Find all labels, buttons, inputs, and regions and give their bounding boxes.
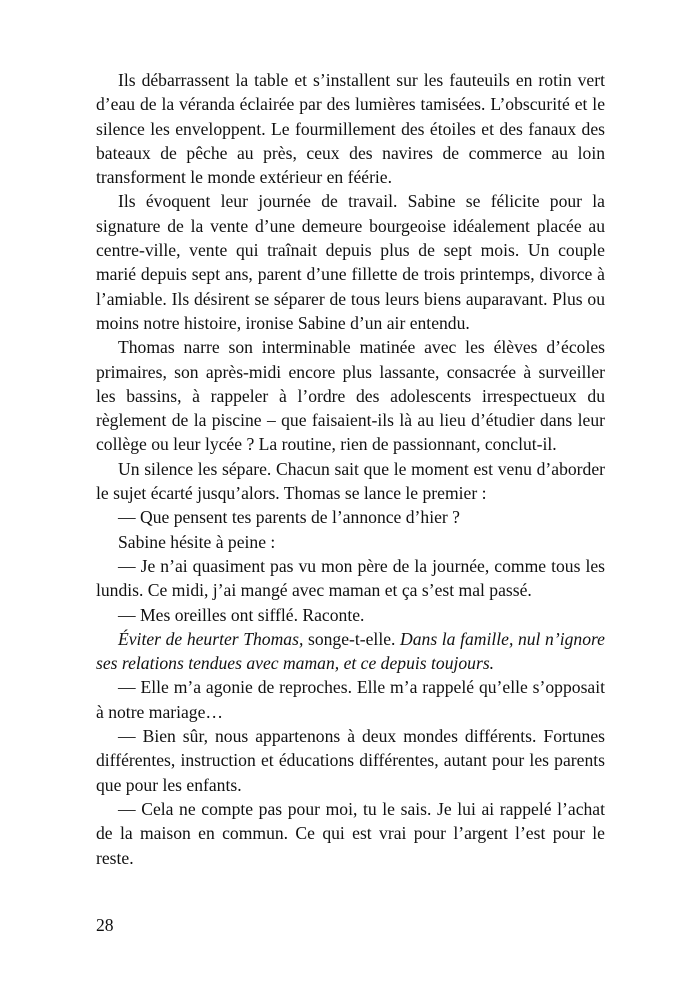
italic-thought-part-1: Éviter de heurter Thomas,	[118, 628, 304, 649]
dialogue-line: — Elle m’a agonie de reproches. Elle m’a rappelé qu’elle s’opposait à notre mariage…	[96, 677, 605, 722]
paragraph: Thomas narre son interminable matinée avec les élèves d’écoles primaires, son après-midi encore plus lassante, consacrée à surveiller les bassins, à rappeler à l’ordre des adolescents irrespectueux du règlement de la piscine – que faisaient-ils là au lieu d’étudier dans leur collège ou leur lycée ? La routine, rien de passionnant, conclut-il.	[96, 337, 605, 455]
dialogue-line: — Mes oreilles ont sifflé. Raconte.	[118, 604, 365, 625]
dialogue-line: — Cela ne compte pas pour moi, tu le sais. Je lui ai rappelé l’achat de la maison en commun. Ce qui est vrai pour l’argent l’est pour le reste.	[96, 798, 605, 868]
page-number: 28	[96, 915, 114, 935]
paragraph: Ils évoquent leur journée de travail. Sabine se félicite pour la signature de la vente d’une demeure bourgeoise idéalement placée au centre-ville, vente qui traînait depuis plus de sept mois. Un couple marié depuis sept ans, parent d’une fillette de trois printemps, divorce à l’amiable. Ils désirent se séparer de tous leurs biens auparavant. Plus ou moins notre histoire, ironise Sabine d’un air entendu.	[96, 191, 605, 333]
italic-thought-part-2: Dans la famille, nul n’ignore ses relations tendues avec maman, et ce depuis toujours.	[96, 628, 605, 674]
dialogue-line: — Je n’ai quasiment pas vu mon père de la journée, comme tous les lundis. Ce midi, j’ai mangé avec maman et ça s’est mal passé.	[96, 555, 605, 601]
page-body	[96, 68, 605, 870]
dialogue-line: — Bien sûr, nous appartenons à deux mondes différents. Fortunes différentes, instruction et éducations différentes, autant pour les parents que pour les enfants.	[96, 726, 605, 795]
italic-thought-paragraph	[96, 627, 605, 676]
dialogue-line: — Que pensent tes parents de l’annonce d’hier ?	[118, 507, 460, 528]
paragraph: Ils débarrassent la table et s’installent sur les fauteuils en rotin vert d’eau de la véranda éclairée par des lumières tamisées. L’obscurité et le silence les enveloppent. Le fourmillement des étoiles et des fanaux des bateaux de pêche au près, ceux des navires de commerce au loin transforment le monde extérieur en féérie.	[96, 70, 605, 188]
paragraph: Un silence les sépare. Chacun sait que le moment est venu d’aborder le sujet écarté jusqu’alors. Thomas se lance le premier :	[96, 458, 605, 504]
narration-part: songe-t-elle.	[303, 628, 401, 649]
paragraph: Sabine hésite à peine :	[118, 531, 276, 552]
